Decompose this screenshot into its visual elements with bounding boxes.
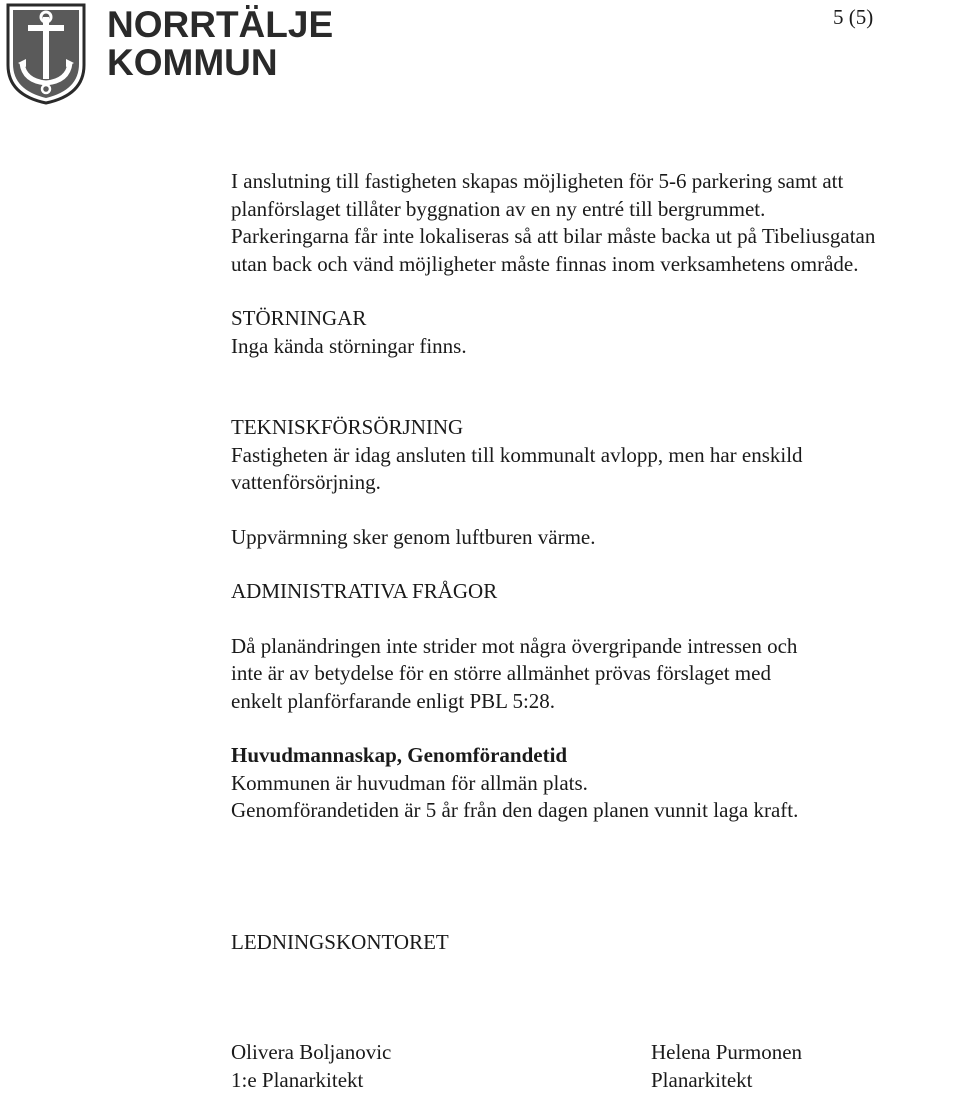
logo-line-1: NORRTÄLJE xyxy=(107,6,333,44)
section-administrativa xyxy=(231,578,960,715)
signatory-title: 1:e Planarkitekt xyxy=(231,1067,391,1094)
office-name: LEDNINGSKONTORET xyxy=(231,929,449,957)
text-line: Genomförandetiden är 5 år från den dagen planen vunnit laga kraft. xyxy=(231,797,960,825)
page-number: 5 (5) xyxy=(833,4,873,30)
text-line: planförslaget tillåter byggnation av en ny entré till bergrummet. xyxy=(231,196,960,224)
text-line: Parkeringarna får inte lokaliseras så att bilar måste backa ut på Tibeliusgatan xyxy=(231,223,960,251)
text-line: vattenförsörjning. xyxy=(231,469,960,497)
signatory-title: Planarkitekt xyxy=(651,1067,802,1094)
text-line: Då planändringen inte strider mot några övergripande intressen och xyxy=(231,633,960,661)
logo-wordmark xyxy=(107,3,333,82)
document-body xyxy=(231,168,960,825)
logo-line-2: KOMMUN xyxy=(107,44,333,82)
section-heading: TEKNISKFÖRSÖRJNING xyxy=(231,414,960,442)
text-line: utan back och vänd möjligheter måste finnas inom verksamhetens område. xyxy=(231,251,960,279)
text-line: Uppvärmning sker genom luftburen värme. xyxy=(231,524,960,552)
signatory-2 xyxy=(651,1039,802,1094)
anchor-shield-icon xyxy=(4,3,88,105)
section-heading: Huvudmannaskap, Genomförandetid xyxy=(231,742,960,770)
text-line: I anslutning till fastigheten skapas möjligheten för 5-6 parkering samt att xyxy=(231,168,960,196)
intro-paragraph xyxy=(231,168,960,278)
section-huvudmannaskap xyxy=(231,742,960,825)
text-line: enkelt planförfarande enligt PBL 5:28. xyxy=(231,688,960,716)
norrtalje-kommun-logo xyxy=(4,3,294,107)
text-line: Inga kända störningar finns. xyxy=(231,333,960,361)
signatory-name: Helena Purmonen xyxy=(651,1039,802,1067)
section-storningar xyxy=(231,305,960,360)
section-heading: STÖRNINGAR xyxy=(231,305,960,333)
signatory-1 xyxy=(231,1039,391,1094)
signatory-name: Olivera Boljanovic xyxy=(231,1039,391,1067)
text-line: inte är av betydelse för en större allmänhet prövas förslaget med xyxy=(231,660,960,688)
section-tekniskforsorjning xyxy=(231,414,960,551)
section-heading: ADMINISTRATIVA FRÅGOR xyxy=(231,578,960,606)
text-line: Kommunen är huvudman för allmän plats. xyxy=(231,770,960,798)
text-line: Fastigheten är idag ansluten till kommunalt avlopp, men har enskild xyxy=(231,442,960,470)
